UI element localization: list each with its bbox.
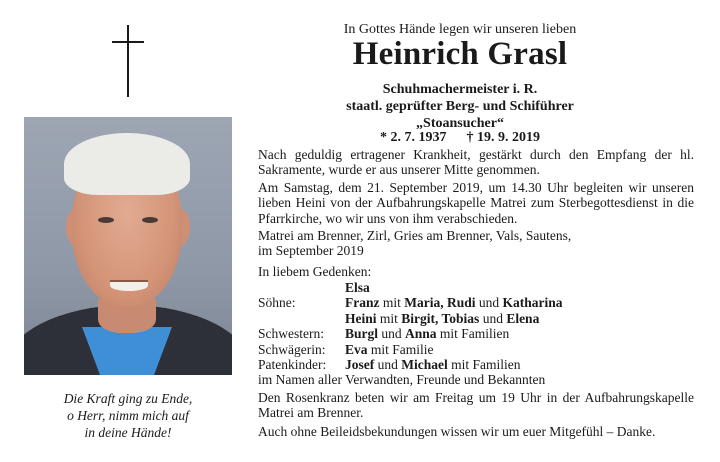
birth-date: * 2. 7. 1937 [380, 130, 447, 145]
godchild-name: Josef [345, 357, 375, 373]
death-date: † 19. 9. 2019 [466, 130, 540, 145]
family-row-sisters [258, 326, 694, 341]
son-name: Franz [345, 295, 380, 311]
rosary-paragraph: Den Rosenkranz beten wir am Freitag um 19 Uhr in der Aufbahrungskapelle Matrei am Brenner. [258, 390, 694, 421]
family-row-wife [258, 280, 694, 295]
family-list [258, 280, 694, 388]
family-names: Elena [506, 310, 540, 326]
family-row-sister-in-law [258, 342, 694, 357]
family-names: Birgit, Tobias [401, 310, 480, 326]
date-line: im September 2019 [258, 243, 364, 259]
sons-label: Söhne: [258, 295, 296, 311]
connector: und [479, 310, 507, 326]
all-relatives: im Namen aller Verwandten, Freunde und Bekannten [258, 372, 546, 388]
life-dates [220, 130, 700, 146]
cross-icon [127, 25, 129, 97]
remembrance-label: In liebem Gedenken: [258, 264, 372, 279]
places-date [258, 228, 694, 259]
qualification: staatl. geprüfter Berg- und Schiführer [346, 99, 574, 114]
connector: und [475, 295, 503, 311]
portrait-photo [24, 117, 232, 375]
motto [24, 390, 232, 441]
family-names: Katharina [502, 295, 563, 311]
sister-name: Anna [405, 326, 437, 342]
deceased-name: Heinrich Grasl [352, 36, 568, 72]
connector: mit Familie [367, 341, 434, 357]
family-row-sons-2 [258, 311, 694, 326]
sister-name: Burgl [345, 326, 379, 342]
nickname: „Stoansucher“ [416, 116, 504, 131]
son-name: Heini [345, 310, 377, 326]
connector: mit Familien [436, 326, 510, 342]
sisters-label: Schwestern: [258, 326, 324, 342]
sister-in-law-label: Schwägerin: [258, 341, 326, 357]
motto-line: in deine Hände! [84, 425, 172, 440]
godchild-name: Michael [401, 357, 448, 373]
family-row-sons [258, 295, 694, 310]
passing-paragraph: Nach geduldig ertragener Krankheit, gestärkt durch den Empfang der hl. Sakramente, wurde er aus unserer Mitte genommen. [258, 147, 694, 178]
connector: mit [379, 295, 405, 311]
profession: Schuhmachermeister i. R. [382, 82, 538, 97]
family-names: Maria, Rudi [404, 295, 476, 311]
family-row-godchildren [258, 357, 694, 372]
connector: mit [376, 310, 402, 326]
connector: und [374, 357, 402, 373]
motto-line: o Herr, nimm mich auf [67, 408, 189, 423]
motto-line: Die Kraft ging zu Ende, [63, 391, 193, 406]
connector: mit Familien [447, 357, 521, 373]
intro-line: In Gottes Hände legen wir unseren lieben [343, 22, 577, 37]
wife-name: Elsa [345, 280, 370, 295]
sister-in-law-name: Eva [345, 341, 368, 357]
all-relatives-line [258, 372, 694, 387]
places: Matrei am Brenner, Zirl, Gries am Brenner, Vals, Sautens, [258, 228, 572, 243]
cross-icon-bar [112, 41, 144, 43]
funeral-paragraph: Am Samstag, dem 21. September 2019, um 14.30 Uhr begleiten wir unseren lieben Heini von der Aufbahrungskapelle Matrei zum Sterbegottesdienst in die Pfarrkirche, wo wir uns von ihm verabschieden. [258, 180, 694, 226]
connector: und [378, 326, 406, 342]
closing-line: Auch ohne Beileidsbekundungen wissen wir um euer Mitgefühl – Danke. [258, 424, 656, 439]
godchildren-label: Patenkinder: [258, 357, 327, 373]
